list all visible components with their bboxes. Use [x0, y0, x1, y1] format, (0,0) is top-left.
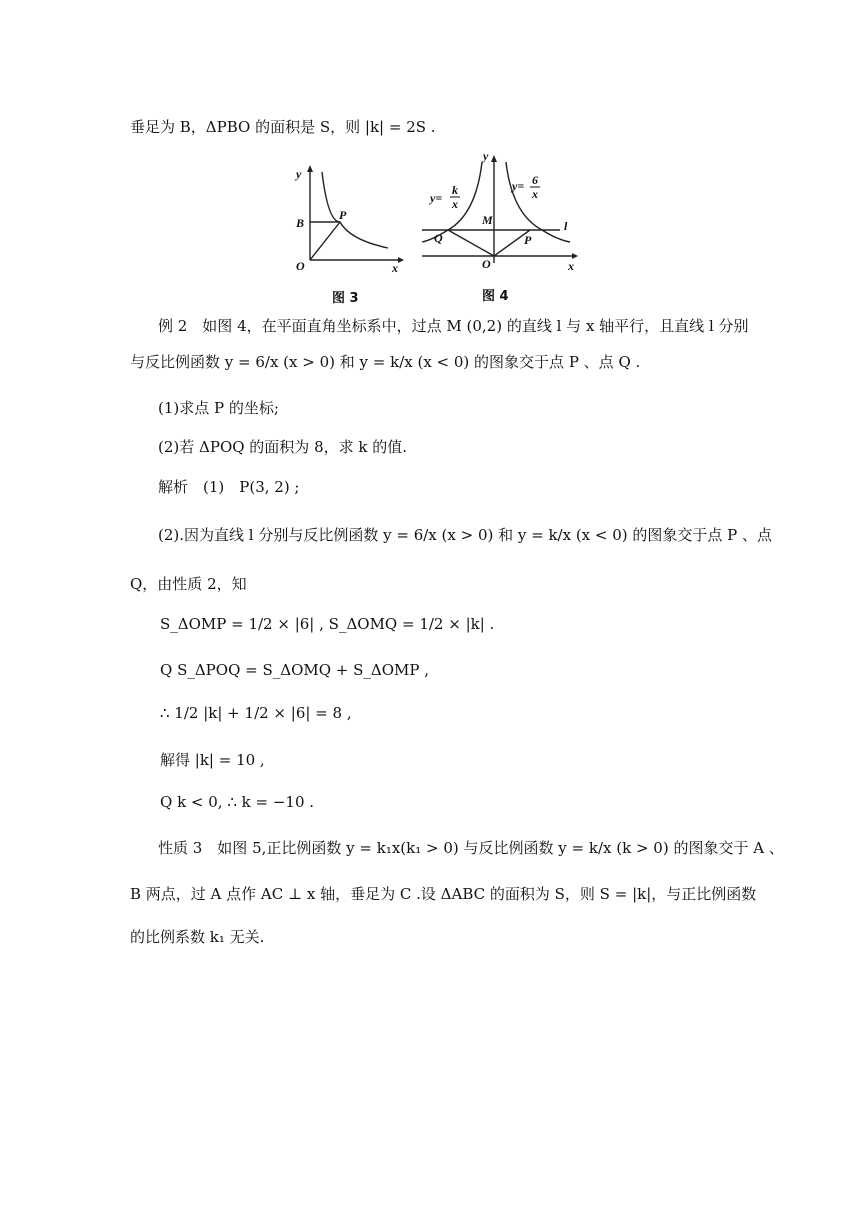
p3c-text: 的比例系数 k₁ 无关. — [130, 928, 265, 946]
fig4-right-eq-den: x — [532, 187, 538, 201]
fig3-label-o: O — [296, 259, 305, 273]
eq2-text: Q S_ΔPOQ = S_ΔOMQ + S_ΔOMP , — [160, 661, 430, 679]
fig4-label-l: l — [564, 219, 568, 233]
figure-4 — [420, 148, 585, 273]
text-line-eq3 — [160, 703, 352, 723]
text-line-eq5 — [160, 792, 314, 812]
text-line-p3b — [130, 884, 756, 904]
fig3-x-arrow — [398, 257, 404, 263]
text-line-q2 — [158, 437, 407, 457]
text-line-ex2-b — [130, 352, 640, 372]
fig4-y-arrow — [491, 155, 497, 162]
fig3-label-p: P — [339, 208, 347, 222]
figure-3-caption: 图 3 — [332, 291, 359, 306]
q1-text: (1)求点 P 的坐标; — [158, 399, 279, 417]
text-line-p3a — [158, 838, 784, 858]
fig4-label-m: M — [482, 213, 493, 227]
ex2-a-text: 例 2 如图 4，在平面直角坐标系中，过点 M (0,2) 的直线 l 与 x 轴平行，且直线 l 分别 — [158, 317, 749, 335]
p3b-text: B 两点，过 A 点作 AC ⊥ x 轴，垂足为 C .设 ΔABC 的面积为 S，则 S = |k|，与正比例函数 — [130, 885, 757, 903]
fig3-label-y: y — [296, 167, 302, 181]
text-line-sol2a — [158, 525, 772, 545]
text-line-q1 — [158, 398, 279, 418]
fig4-left-eq-den: x — [452, 197, 458, 211]
text-line-sol1 — [158, 477, 300, 497]
sol2b-text: Q，由性质 2，知 — [130, 575, 247, 593]
fig4-segment-oq — [448, 230, 494, 256]
ex2-b-text: 与反比例函数 y = 6/x (x > 0) 和 y = k/x (x < 0) 的图象交于点 P 、点 Q . — [130, 353, 641, 371]
text-line-eq1 — [160, 614, 494, 634]
q2-text: (2)若 ΔPOQ 的面积为 8，求 k 的值. — [158, 438, 408, 456]
text-line-eq2 — [160, 660, 429, 680]
fig3-label-x: x — [392, 261, 398, 275]
fig4-label-y: y — [483, 149, 489, 163]
fig4-label-o: O — [482, 257, 491, 271]
fig4-right-eq-num: 6 — [532, 173, 538, 187]
fig4-right-eq-lhs: y= — [512, 179, 525, 193]
fig4-label-q: Q — [434, 231, 443, 245]
fig3-label-b: B — [296, 216, 305, 230]
p3a-text: 性质 3 如图 5,正比例函数 y = k₁x(k₁ > 0) 与反比例函数 y = k/x (k > 0) 的图象交于 A 、 — [158, 839, 784, 857]
eq4-text: 解得 |k| = 10 , — [160, 751, 265, 769]
fig4-left-eq-lhs: y= — [430, 191, 443, 205]
fig3-hyperbola — [322, 172, 388, 248]
fig3-y-arrow — [307, 165, 313, 172]
eq1-text: S_ΔOMP = 1/2 × |6| , S_ΔOMQ = 1/2 × |k| . — [160, 615, 495, 633]
line-1-text: 垂足为 B，ΔPBO 的面积是 S，则 |k| = 2S . — [130, 118, 436, 136]
eq5-text: Q k < 0, ∴ k = −10 . — [160, 793, 315, 811]
text-line-p3c — [130, 927, 264, 947]
text-line-sol2b — [130, 574, 247, 594]
figure-4-caption: 图 4 — [482, 289, 509, 304]
fig4-left-eq-num: k — [452, 183, 458, 197]
sol2a-text: (2).因为直线 l 分别与反比例函数 y = 6/x (x > 0) 和 y = k/x (x < 0) 的图象交于点 P 、点 — [158, 526, 773, 544]
text-line-1 — [130, 117, 436, 137]
sol1-text: 解析 (1) P(3, 2) ; — [158, 478, 300, 496]
fig3-segment-op — [310, 222, 340, 260]
fig4-label-p: P — [524, 233, 532, 247]
figure-3 — [288, 160, 408, 275]
eq3-text: ∴ 1/2 |k| + 1/2 × |6| = 8 , — [160, 704, 352, 722]
text-line-ex2-a — [158, 316, 749, 336]
fig4-label-x: x — [568, 259, 574, 273]
text-line-eq4 — [160, 750, 265, 770]
